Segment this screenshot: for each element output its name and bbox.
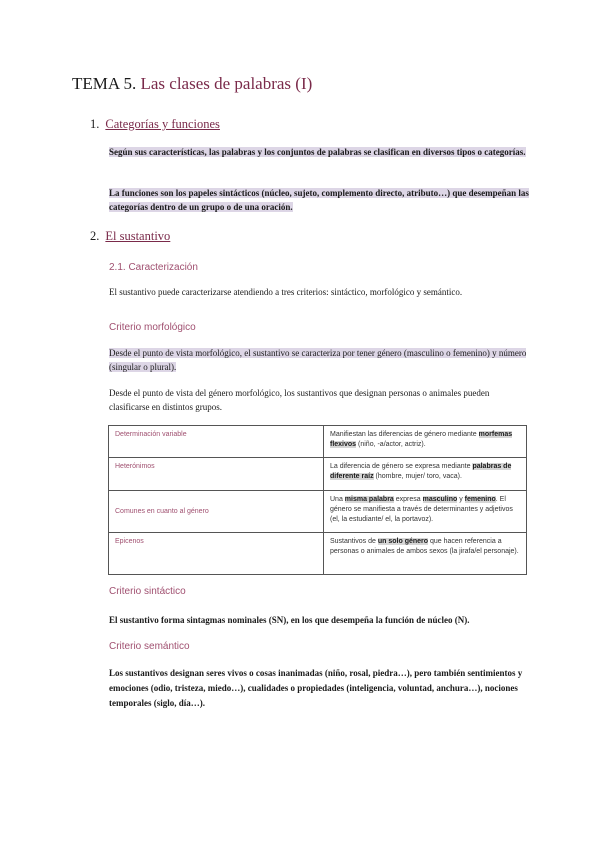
- table-key: Comunes en cuanto al género: [109, 491, 324, 533]
- highlighted-text: Desde el punto de vista morfológico, el sustantivo se caracteriza por tener género (masculino o femenino) y número (singular o plural).: [109, 348, 527, 372]
- paragraph-categorias: [109, 145, 529, 159]
- criterio-semantico-heading: Criterio semántico: [109, 641, 190, 652]
- paragraph-genero: Desde el punto de vista del género morfológico, los sustantivos que designan personas o animales pueden clasificarse en distintos grupos.: [109, 388, 490, 412]
- table-key: Determinación variable: [109, 426, 324, 458]
- paragraph-sintactico: El sustantivo forma sintagmas nominales (SN), en los que desempeña la función de núcleo (N).: [109, 615, 470, 625]
- highlighted-text: La funciones son los papeles sintácticos (núcleo, sujeto, complemento directo, atributo…) que desempeñan las categorías dentro de un grupo o de una oración.: [109, 188, 529, 212]
- paragraph-morfologico: [109, 346, 529, 374]
- subsection-heading: 2.1. Caracterización: [109, 262, 198, 273]
- paragraph-funciones: [109, 186, 529, 214]
- section-label: Categorías y funciones: [105, 117, 220, 131]
- paragraph-intro: El sustantivo puede caracterizarse atendiendo a tres criterios: sintáctico, morfológico y semántico.: [109, 287, 463, 297]
- table-value: Una misma palabra expresa masculino y femenino. El género se manifiesta a través de determinantes y adjetivos (el, la estudiante/ el, la portavoz).: [324, 491, 527, 533]
- section-number: 1.: [90, 117, 100, 131]
- table-row: [109, 533, 527, 575]
- section-label: El sustantivo: [105, 229, 171, 243]
- table-row: [109, 458, 527, 491]
- paragraph-semantico: Los sustantivos designan seres vivos o cosas inanimadas (niño, rosal, piedra…), pero también sentimientos y emociones (odio, tristeza, miedo…), cualidades o propiedades (inteligencia, voluntad, anchura…), nociones temporales (siglo, día…).: [109, 668, 523, 708]
- section-heading-sustantivo: [90, 229, 170, 244]
- table-key: Heterónimos: [109, 458, 324, 491]
- criterio-sintactico-heading: Criterio sintáctico: [109, 586, 186, 597]
- gender-classification-table: [108, 425, 527, 575]
- table-value: Manifiestan las diferencias de género mediante morfemas flexivos (niño, -a/actor, actriz).: [324, 426, 527, 458]
- table-value: La diferencia de género se expresa mediante palabras de diferente raíz (hombre, mujer/ toro, vaca).: [324, 458, 527, 491]
- document-title: [72, 74, 312, 94]
- section-heading-categorias: [90, 117, 220, 132]
- table-key: Epicenos: [109, 533, 324, 575]
- criterio-morfologico-heading: Criterio morfológico: [109, 322, 196, 333]
- table-row: [109, 426, 527, 458]
- highlighted-text: Según sus características, las palabras y los conjuntos de palabras se clasifican en diversos tipos o categorías.: [109, 147, 526, 157]
- title-prefix: TEMA 5.: [72, 74, 141, 93]
- section-number: 2.: [90, 229, 100, 243]
- title-main: Las clases de palabras (I): [140, 74, 313, 93]
- table-value: Sustantivos de un solo género que hacen referencia a personas o animales de ambos sexos (la jirafa/el personaje).: [324, 533, 527, 575]
- table-row: [109, 491, 527, 533]
